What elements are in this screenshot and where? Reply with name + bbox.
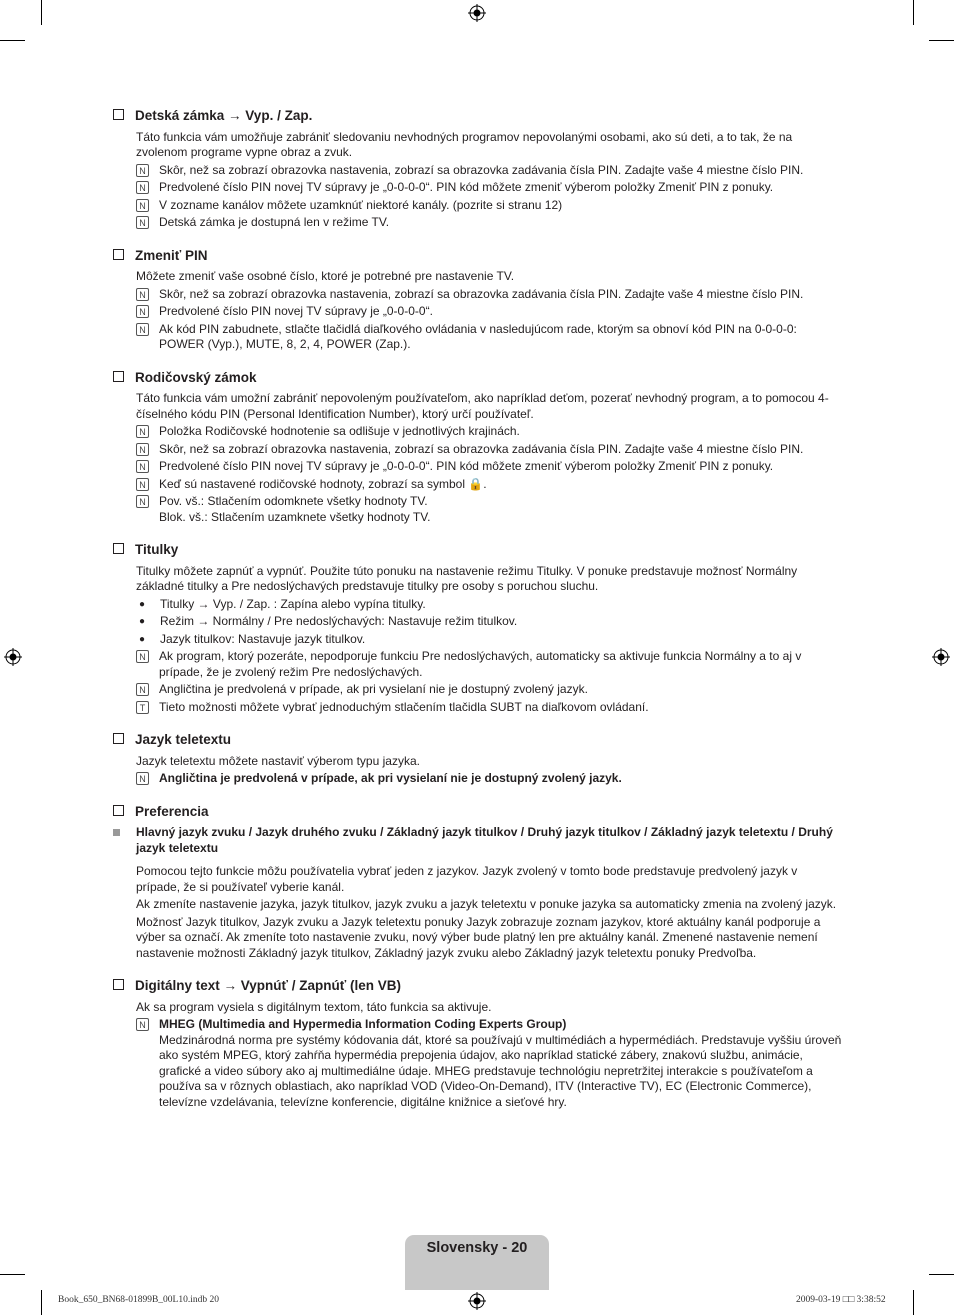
checkbox-icon bbox=[113, 249, 124, 260]
note: N Detská zámka je dostupná len v režime TV. bbox=[136, 215, 843, 231]
note: N Pov. vš.: Stlačením odomknete všetky hodnoty TV. Blok. vš.: Stlačením uzamknete všetky hodnoty TV. bbox=[136, 494, 843, 525]
section-paragraph: Ak zmeníte nastavenie jazyka, jazyk titulkov, jazyk zvuku a jazyk teletextu v ponuke jazyka sa automaticky zmenia na zvolený jazyk. bbox=[136, 897, 837, 911]
checkbox-icon bbox=[113, 733, 124, 744]
note: N Skôr, než sa zobrazí obrazovka nastavenia, zobrazí sa obrazovka zadávania čísla PIN. Zadajte vaše 4 miestne číslo PIN. bbox=[136, 442, 843, 458]
note: N Ak program, ktorý pozeráte, nepodporuje funkciu Pre nedoslýchavých, automaticky sa aktivuje funkcia Normálny a to aj v prípade, že je zvolený režim Pre nedoslýchavých. bbox=[136, 649, 843, 680]
note-icon: N bbox=[136, 216, 149, 229]
page-number-label: Slovensky - 20 bbox=[426, 1240, 528, 1256]
section-title: Titulky bbox=[113, 542, 843, 558]
note-icon: N bbox=[136, 1018, 149, 1031]
section-paragraph: Môžete zmeniť vaše osobné číslo, ktoré je potrebné pre nastavenie TV. bbox=[136, 269, 515, 283]
section-title: Detská zámka → Vyp. / Zap. bbox=[113, 108, 843, 124]
note-icon: N bbox=[136, 495, 149, 508]
checkbox-icon bbox=[113, 371, 124, 382]
note-icon: N bbox=[136, 460, 149, 473]
remote-note-icon: T bbox=[136, 701, 149, 714]
section-change-pin bbox=[113, 248, 843, 353]
bullet-item: ● Titulky → Vyp. / Zap. : Zapína alebo vypína titulky. bbox=[136, 597, 843, 613]
note: N V zozname kanálov môžete uzamknúť niektoré kanály. (pozrite si stranu 12) bbox=[136, 198, 843, 214]
section-digital-text bbox=[113, 978, 843, 1110]
note-icon: N bbox=[136, 323, 149, 336]
crop-mark bbox=[913, 1290, 914, 1315]
section-preference bbox=[113, 804, 843, 962]
note: N Keď sú nastavené rodičovské hodnoty, zobrazí sa symbol 🔒. bbox=[136, 477, 843, 493]
note-icon: N bbox=[136, 181, 149, 194]
crop-mark bbox=[0, 1274, 25, 1275]
checkbox-icon bbox=[113, 805, 124, 816]
note-icon: N bbox=[136, 443, 149, 456]
section-parental-lock bbox=[113, 370, 843, 526]
registration-mark-icon bbox=[932, 648, 950, 666]
crop-mark bbox=[913, 0, 914, 25]
imprint-file: Book_650_BN68-01899B_00L10.indb 20 bbox=[58, 1295, 219, 1305]
section-paragraph: Pomocou tejto funkcie môžu používatelia vybrať jeden z jazykov. Jazyk zvolený v tomto bode predstavuje predvolený jazyk v prípade, že si používateľ vyberie kanál. bbox=[136, 864, 798, 894]
section-teletext-language bbox=[113, 732, 843, 787]
bullet-icon: ● bbox=[139, 633, 146, 645]
section-title: Digitálny text → Vypnúť / Zapnúť (len VB) bbox=[113, 978, 843, 994]
crop-mark bbox=[41, 0, 42, 25]
section-paragraph: Možnosť Jazyk titulkov, Jazyk zvuku a Jazyk teletextu ponuky Jazyk zobrazuje zoznam jazykov, ktoré aktuálny kanál podporuje a výber sa označí. Ak zmeníte toto nastavenie zvuku, nový výber bude platný len pre aktuálny kanál. Zmenené nastavenie nemení nastavenie možnosti Základný jazyk titulkov, Základný jazyk zvuku alebo Základný jazyk teletextu ponuky Predvoľba. bbox=[136, 914, 821, 960]
preference-item: Hlavný jazyk zvuku / Jazyk druhého zvuku / Základný jazyk titulkov / Druhý jazyk titulkov / Základný jazyk teletextu / Druhý jazyk teletextu bbox=[113, 825, 843, 856]
section-title: Preferencia bbox=[113, 804, 843, 820]
checkbox-icon bbox=[113, 979, 124, 990]
note-icon: N bbox=[136, 772, 149, 785]
note: N Predvolené číslo PIN novej TV súpravy je „0-0-0-0“. bbox=[136, 304, 843, 320]
note: N Angličtina je predvolená v prípade, ak pri vysielaní nie je dostupný zvolený jazyk. bbox=[136, 771, 843, 787]
section-child-lock bbox=[113, 108, 843, 231]
section-title: Jazyk teletextu bbox=[113, 732, 843, 748]
note-icon: N bbox=[136, 478, 149, 491]
note: N Skôr, než sa zobrazí obrazovka nastavenia, zobrazí sa obrazovka zadávania čísla PIN. Zadajte vaše 4 miestne číslo PIN. bbox=[136, 287, 843, 303]
note-icon: N bbox=[136, 199, 149, 212]
note-icon: N bbox=[136, 650, 149, 663]
crop-mark bbox=[41, 1290, 42, 1315]
registration-mark-icon bbox=[4, 648, 22, 666]
note: N Angličtina je predvolená v prípade, ak pri vysielaní nie je dostupný zvolený jazyk. bbox=[136, 682, 843, 698]
note-icon: N bbox=[136, 305, 149, 318]
crop-mark bbox=[929, 1274, 954, 1275]
section-subtitles bbox=[113, 542, 843, 715]
square-bullet-icon bbox=[113, 829, 120, 836]
registration-mark-icon bbox=[468, 1292, 486, 1310]
note-icon: N bbox=[136, 164, 149, 177]
section-paragraph: Táto funkcia vám umožní zabrániť nepovoleným používateľom, ako napríklad deťom, pozerať nevhodný program, a to pomocou 4-číselného kódu PIN (Personal Identification Number), ktorý určí používateľ. bbox=[136, 391, 829, 421]
lock-icon: 🔒 bbox=[468, 476, 484, 491]
note-icon: N bbox=[136, 683, 149, 696]
bullet-icon: ● bbox=[139, 598, 146, 610]
note: N Predvolené číslo PIN novej TV súpravy je „0-0-0-0“. PIN kód môžete zmeniť výberom položky Zmeniť PIN z ponuky. bbox=[136, 459, 843, 475]
section-paragraph: Táto funkcia vám umožňuje zabrániť sledovaniu nevhodných programov nepovolanými osobami, ako sú deti, a to tak, že na zvolenom programe vypne obraz a zvuk. bbox=[136, 129, 793, 159]
note: N MHEG (Multimedia and Hypermedia Information Coding Experts Group) Medzinárodná norma pre systémy kódovania dát, ktoré sa používajú v multimédiách a hypermédiách. Predstavuje vyššiu úroveň ako systém MPEG, ktorý zahŕňa hypermédia prepojenia údajov, ako napríklad statické zábery, znakovú službu, animácie, grafické a video súbory ako aj multimediálne údaje. MHEG predstavuje technológiu nepretržitej interakcie s používateľom a používa sa v rôznych oblastiach, ako napríklad VOD (Video-On-Demand), ITV (Interactive TV), EC (Electronic Commerce), televízne vzdelávania, televízne konferencie, digitálne knižnice a sieťové hry. bbox=[136, 1017, 843, 1110]
crop-mark bbox=[929, 40, 954, 41]
imprint-date: 2009-03-19 □□ 3:38:52 bbox=[796, 1295, 886, 1305]
section-title: Zmeniť PIN bbox=[113, 248, 843, 264]
note: N Predvolené číslo PIN novej TV súpravy je „0-0-0-0“. PIN kód môžete zmeniť výberom položky Zmeniť PIN z ponuky. bbox=[136, 180, 843, 196]
bullet-item: ● Režim → Normálny / Pre nedoslýchavých: Nastavuje režim titulkov. bbox=[136, 614, 843, 630]
note-icon: N bbox=[136, 288, 149, 301]
section-paragraph: Ak sa program vysiela s digitálnym textom, táto funkcia sa aktivuje. bbox=[136, 999, 492, 1014]
crop-mark bbox=[0, 40, 25, 41]
note: T Tieto možnosti môžete vybrať jednoduchým stlačením tlačidla SUBT na diaľkovom ovládaní. bbox=[136, 700, 843, 716]
note: N Položka Rodičovské hodnotenie sa odlišuje v jednotlivých krajinách. bbox=[136, 424, 843, 440]
registration-mark-icon bbox=[468, 4, 486, 22]
page-content bbox=[113, 108, 843, 1127]
note: N Ak kód PIN zabudnete, stlačte tlačidlá diaľkového ovládania v nasledujúcom rade, ktorým sa obnoví kód PIN na 0-0-0-0: POWER (Vyp.), MUTE, 8, 2, 4, POWER (Zap.). bbox=[136, 322, 843, 353]
bullet-item: ● Jazyk titulkov: Nastavuje jazyk titulkov. bbox=[136, 632, 843, 648]
note-icon: N bbox=[136, 425, 149, 438]
section-paragraph: Jazyk teletextu môžete nastaviť výberom typu jazyka. bbox=[136, 753, 420, 768]
section-paragraph: Titulky môžete zapnúť a vypnúť. Použite túto ponuku na nastavenie režimu Titulky. V ponuke predstavuje možnosť Normálny základné titulky a Pre nedoslýchavých predstavuje titulky pre osoby s poruchou sluchu. bbox=[136, 563, 798, 593]
note: N Skôr, než sa zobrazí obrazovka nastavenia, zobrazí sa obrazovka zadávania čísla PIN. Zadajte vaše 4 miestne číslo PIN. bbox=[136, 163, 843, 179]
checkbox-icon bbox=[113, 109, 124, 120]
checkbox-icon bbox=[113, 543, 124, 554]
bullet-icon: ● bbox=[139, 616, 146, 627]
section-title: Rodičovský zámok bbox=[113, 370, 843, 386]
